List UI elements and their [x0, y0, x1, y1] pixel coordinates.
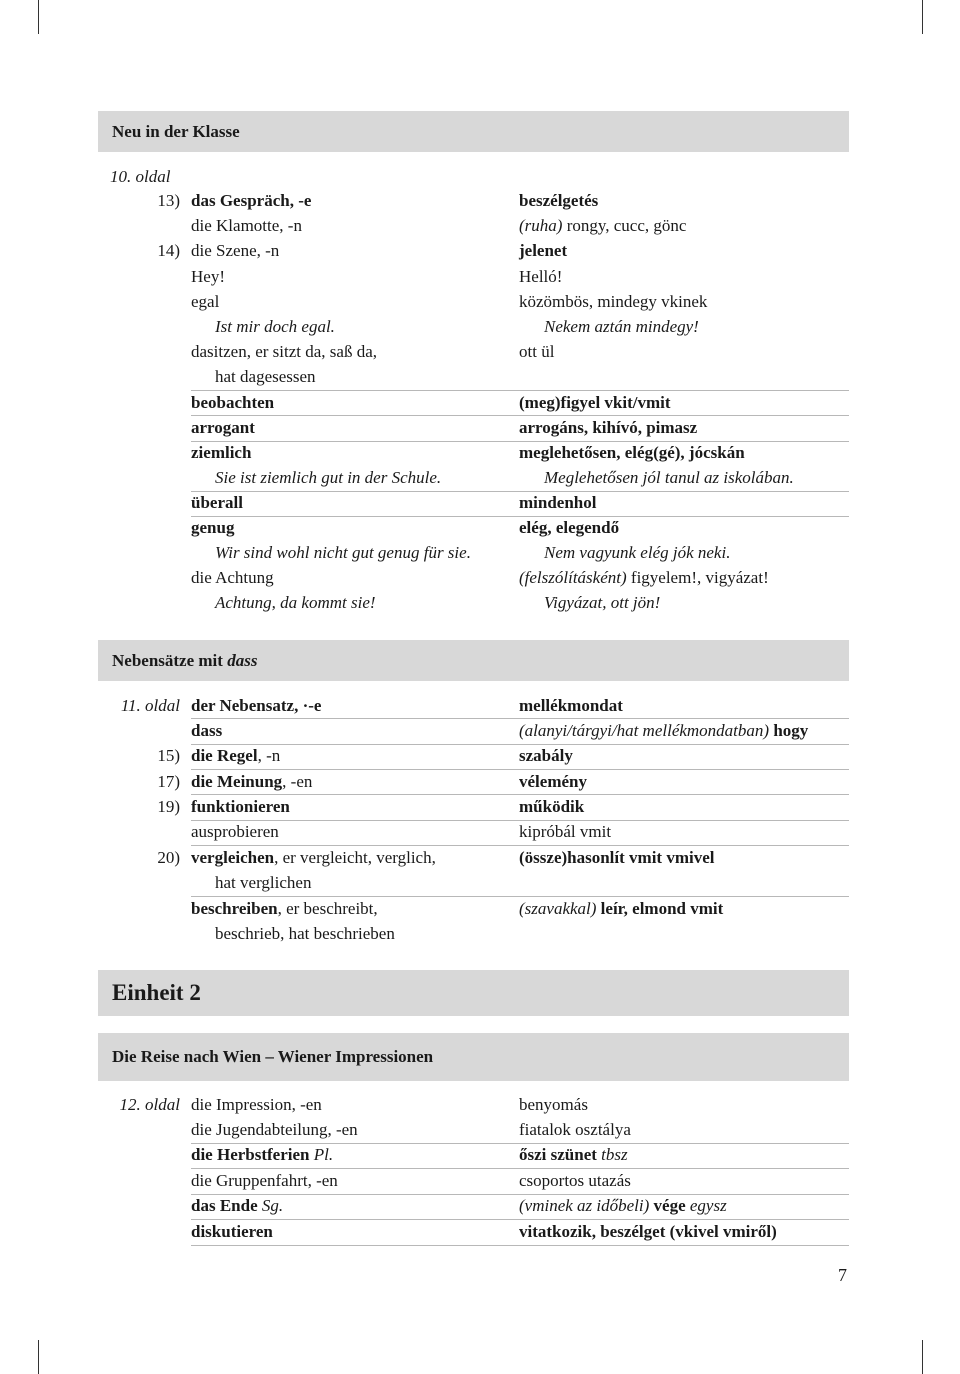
german-entry: genug: [191, 518, 235, 537]
vocab-row: [0, 568, 960, 593]
divider: [191, 516, 849, 517]
german-example: Achtung, da kommt sie!: [215, 593, 376, 612]
crop-mark-bottom-right: [922, 1340, 923, 1374]
hungarian-entry: benyomás: [519, 1095, 588, 1114]
unit-title: Einheit 2: [112, 980, 201, 1005]
crop-mark-top-right: [922, 0, 923, 34]
german-entry: überall: [191, 493, 243, 512]
german-entry: ausprobieren: [191, 822, 279, 841]
divider: [191, 1219, 849, 1220]
hungarian-example: Nem vagyunk elég jók neki.: [544, 543, 731, 562]
vocab-row: [0, 418, 960, 443]
item-number: 14): [157, 241, 180, 260]
hungarian-entry: (össze)hasonlít vmit vmivel: [519, 848, 715, 867]
german-example: Wir sind wohl nicht gut genug für sie.: [215, 543, 471, 562]
german-entry: die Herbstferien Pl.: [191, 1145, 334, 1164]
hungarian-entry: Helló!: [519, 267, 563, 286]
divider: [191, 1143, 849, 1144]
hungarian-entry: (felszólításként) figyelem!, vigyázat!: [519, 568, 769, 587]
page-reference: 12. oldal: [119, 1095, 180, 1114]
german-entry: arrogant: [191, 418, 255, 437]
german-example: Sie ist ziemlich gut in der Schule.: [215, 468, 442, 487]
hungarian-entry: kipróbál vmit: [519, 822, 612, 841]
german-entry: das Gespräch, -e: [191, 191, 312, 210]
german-entry: die Meinung, -en: [191, 772, 313, 791]
vocab-row: [0, 241, 960, 266]
divider: [191, 820, 849, 821]
hungarian-entry: vitatkozik, beszélget (vkivel vmiről): [519, 1222, 777, 1241]
vocab-row: [0, 899, 960, 924]
vocab-row: [0, 1171, 960, 1196]
german-entry: hat verglichen: [215, 873, 312, 892]
german-example: Ist mir doch egal.: [215, 317, 335, 336]
item-number: 19): [157, 797, 180, 816]
vocab-row-continuation: [0, 873, 960, 898]
vocab-row: [0, 191, 960, 216]
divider: [191, 794, 849, 795]
hungarian-entry: (meg)figyel vkit/vmit: [519, 393, 671, 412]
german-entry: die Regel, -n: [191, 746, 281, 765]
vocab-row: [0, 267, 960, 292]
german-entry: beobachten: [191, 393, 275, 412]
vocab-row: [0, 216, 960, 241]
vocab-row: [0, 822, 960, 847]
hungarian-entry: (vminek az időbeli) vége egysz: [519, 1196, 727, 1215]
unit-header: [98, 970, 849, 1016]
german-entry: diskutieren: [191, 1222, 273, 1241]
vocab-row: [0, 721, 960, 746]
german-entry: dass: [191, 721, 223, 740]
hungarian-entry: (ruha) rongy, cucc, gönc: [519, 216, 687, 235]
vocab-row-continuation: [0, 924, 960, 949]
divider: [191, 441, 849, 442]
section-header: [98, 111, 849, 152]
german-entry: die Impression, -en: [191, 1095, 322, 1114]
hungarian-entry: őszi szünet tbsz: [519, 1145, 628, 1164]
hungarian-entry: működik: [519, 797, 585, 816]
item-number: 20): [157, 848, 180, 867]
hungarian-entry: vélemény: [519, 772, 587, 791]
german-entry: Hey!: [191, 267, 225, 286]
german-entry: beschrieb, hat beschrieben: [215, 924, 395, 943]
vocab-row: [0, 1095, 960, 1120]
example-row: [0, 543, 960, 568]
german-entry: hat dagesessen: [215, 367, 316, 386]
german-entry: vergleichen, er vergleicht, verglich,: [191, 848, 436, 867]
hungarian-entry: ott ül: [519, 342, 555, 361]
divider: [191, 744, 849, 745]
hungarian-entry: meglehetősen, elég(gé), jócskán: [519, 443, 745, 462]
vocab-row: [0, 1120, 960, 1145]
hungarian-entry: csoportos utazás: [519, 1171, 631, 1190]
vocab-row: [0, 746, 960, 771]
hungarian-entry: (szavakkal) leír, elmond vmit: [519, 899, 724, 918]
hungarian-entry: arrogáns, kihívó, pimasz: [519, 418, 698, 437]
hungarian-entry: (alanyi/tárgyi/hat mellékmondatban) hogy: [519, 721, 809, 740]
divider: [191, 415, 849, 416]
vocab-row: [0, 1222, 960, 1247]
german-entry: beschreiben, er beschreibt,: [191, 899, 378, 918]
german-entry: die Gruppenfahrt, -en: [191, 1171, 338, 1190]
vocab-row: [0, 342, 960, 367]
crop-mark-bottom-left: [38, 1340, 39, 1374]
divider: [191, 390, 849, 391]
german-entry: die Szene, -n: [191, 241, 280, 260]
hungarian-example: Vigyázat, ott jön!: [544, 593, 661, 612]
vocab-row: [0, 443, 960, 468]
german-entry: dasitzen, er sitzt da, saß da,: [191, 342, 377, 361]
vocab-row: [0, 493, 960, 518]
hungarian-entry: jelenet: [519, 241, 568, 260]
german-entry: der Nebensatz, ·-e: [191, 696, 322, 715]
section-title: Nebensätze mit dass: [112, 650, 258, 670]
german-entry: die Jugendabteilung, -en: [191, 1120, 358, 1139]
divider: [191, 1245, 849, 1246]
hungarian-entry: szabály: [519, 746, 573, 765]
german-entry: das Ende Sg.: [191, 1196, 284, 1215]
divider: [191, 491, 849, 492]
divider: [191, 1168, 849, 1169]
german-entry: egal: [191, 292, 220, 311]
item-number: 17): [157, 772, 180, 791]
item-number: 15): [157, 746, 180, 765]
vocab-row: [0, 518, 960, 543]
section-header: [98, 1033, 849, 1081]
vocab-row: [0, 797, 960, 822]
hungarian-entry: beszélgetés: [519, 191, 599, 210]
divider: [191, 718, 849, 719]
vocab-row: [0, 292, 960, 317]
hungarian-example: Meglehetősen jól tanul az iskolában.: [544, 468, 794, 487]
divider: [191, 845, 849, 846]
hungarian-example: Nekem aztán mindegy!: [544, 317, 699, 336]
section-header: [98, 640, 849, 681]
german-entry: ziemlich: [191, 443, 252, 462]
hungarian-entry: elég, elegendő: [519, 518, 620, 537]
page-number: 7: [838, 1265, 847, 1285]
hungarian-entry: mindenhol: [519, 493, 597, 512]
hungarian-entry: mellékmondat: [519, 696, 623, 715]
hungarian-entry: közömbös, mindegy vkinek: [519, 292, 708, 311]
page-reference: 11. oldal: [120, 696, 180, 715]
hungarian-entry: fiatalok osztálya: [519, 1120, 631, 1139]
vocab-row-continuation: [0, 367, 960, 392]
divider: [191, 896, 849, 897]
vocab-row: [0, 1196, 960, 1221]
vocab-row: [0, 848, 960, 873]
divider: [191, 769, 849, 770]
item-number: 13): [157, 191, 180, 210]
vocab-row: [0, 1145, 960, 1170]
example-row: [0, 593, 960, 618]
divider: [191, 1194, 849, 1195]
german-entry: die Achtung: [191, 568, 274, 587]
section-title: Neu in der Klasse: [112, 121, 240, 141]
example-row: [0, 468, 960, 493]
page-reference: 10. oldal: [110, 167, 171, 186]
example-row: [0, 317, 960, 342]
german-entry: die Klamotte, -n: [191, 216, 302, 235]
german-entry: funktionieren: [191, 797, 290, 816]
section-title: Die Reise nach Wien – Wiener Impressionen: [112, 1047, 434, 1066]
crop-mark-top-left: [38, 0, 39, 34]
